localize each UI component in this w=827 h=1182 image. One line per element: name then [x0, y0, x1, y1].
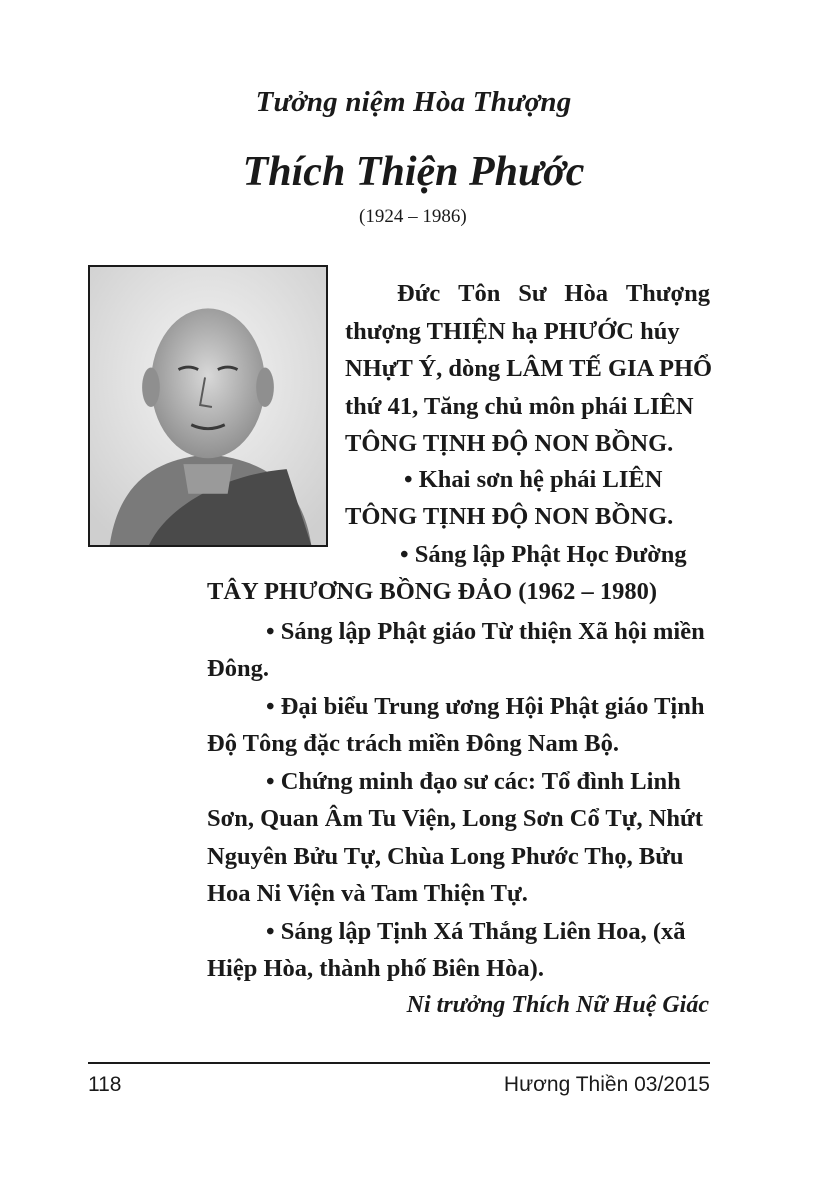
- text-line: Độ Tông đặc trách miền Đông Nam Bộ.: [207, 730, 619, 757]
- life-years: (1924 – 1986): [359, 206, 467, 227]
- word: Sư: [518, 280, 547, 307]
- text-line: Hoa Ni Viện và Tam Thiện Tự.: [207, 880, 528, 907]
- text-line: TÔNG TỊNH ĐỘ NON BỒNG.: [345, 430, 674, 457]
- word: Thượng: [625, 280, 710, 307]
- author-signature: Ni trưởng Thích Nữ Huệ Giác: [406, 992, 709, 1018]
- memorial-subtitle: Tưởng niệm Hòa Thượng: [255, 86, 572, 118]
- text-line: NHựT Ý, dòng LÂM TẾ GIA PHỔ: [345, 355, 713, 382]
- word: Đức: [397, 280, 441, 307]
- bullet-item: • Sáng lập Phật giáo Từ thiện Xã hội miền: [266, 618, 705, 645]
- bullet-item: • Sáng lập Phật Học Đường: [400, 541, 687, 568]
- text-line: [397, 282, 710, 307]
- text-line: Đông.: [207, 655, 269, 682]
- text-line-content: [397, 282, 710, 307]
- text-line: thứ 41, Tăng chủ môn phái LIÊN: [345, 393, 694, 420]
- journal-issue: Hương Thiền 03/2015: [503, 1073, 710, 1096]
- text-line: Sơn, Quan Âm Tu Viện, Long Sơn Cổ Tự, Nhứt: [207, 805, 703, 832]
- text-line: Hiệp Hòa, thành phố Biên Hòa).: [207, 955, 544, 982]
- text-line: TÂY PHƯƠNG BỒNG ĐẢO (1962 – 1980): [207, 578, 658, 605]
- word: Hòa: [564, 280, 608, 307]
- text-line: thượng THIỆN hạ PHƯỚC húy: [345, 318, 680, 345]
- bullet-item: • Khai sơn hệ phái LIÊN: [404, 466, 663, 493]
- bullet-item: • Sáng lập Tịnh Xá Thắng Liên Hoa, (xã: [266, 918, 686, 945]
- footer-divider: [88, 1062, 710, 1064]
- bullet-item: • Đại biểu Trung ương Hội Phật giáo Tịnh: [266, 693, 705, 720]
- text-line: TÔNG TỊNH ĐỘ NON BỒNG.: [345, 503, 674, 530]
- page-number: 118: [88, 1073, 122, 1096]
- text-line: Nguyên Bửu Tự, Chùa Long Phước Thọ, Bửu: [207, 843, 684, 870]
- monk-name-title: Thích Thiện Phước: [242, 149, 585, 195]
- monk-portrait-photo: [88, 265, 328, 547]
- word: Tôn: [458, 280, 501, 307]
- bullet-item: • Chứng minh đạo sư các: Tổ đình Linh: [266, 768, 681, 795]
